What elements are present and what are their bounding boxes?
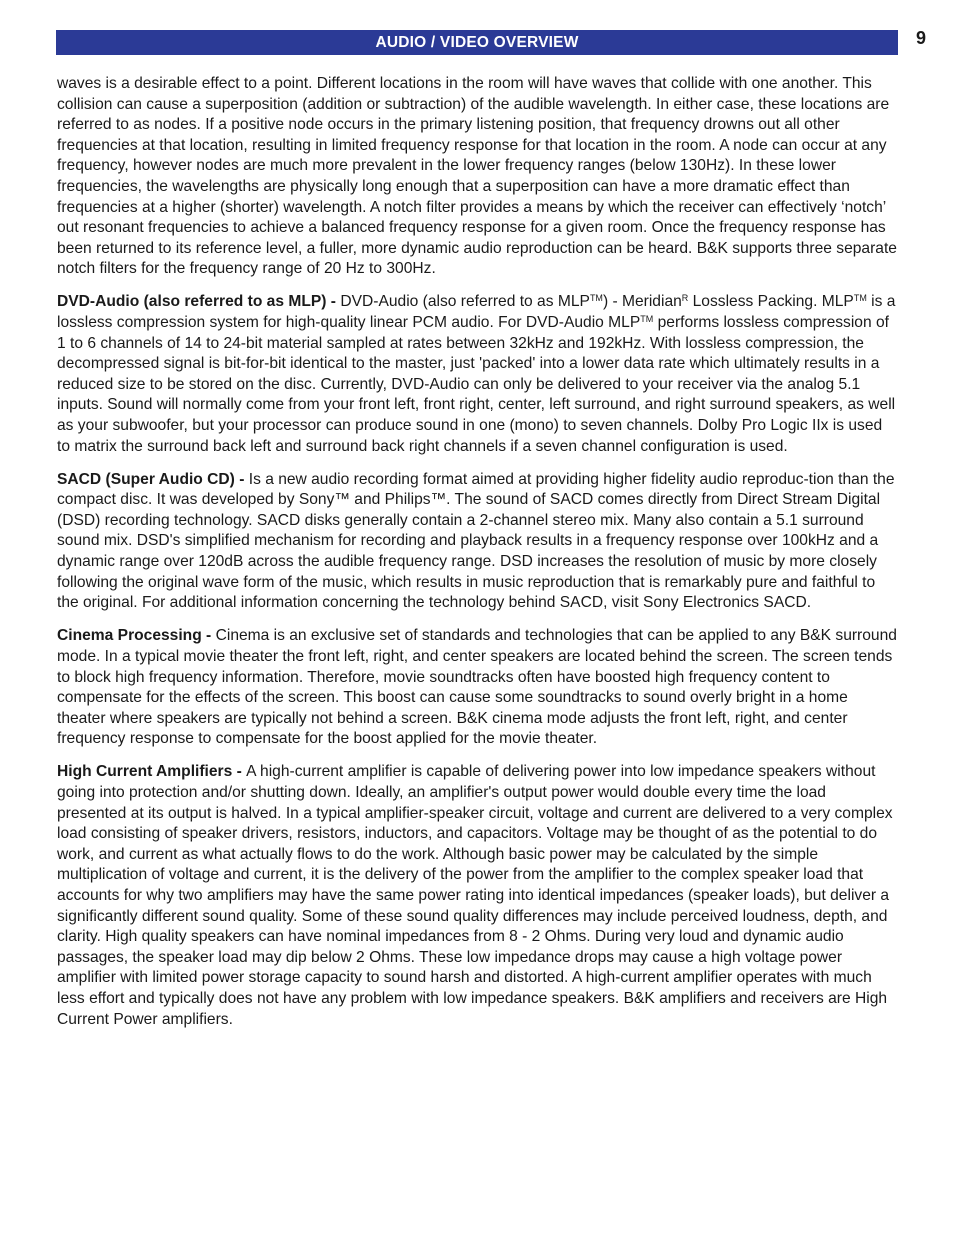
section-title: AUDIO / VIDEO OVERVIEW — [375, 33, 579, 51]
body-text — [57, 74, 899, 1043]
paragraph-text: ) - Meridian — [602, 293, 682, 311]
paragraph-text: DVD-Audio (also referred to as MLP — [340, 293, 590, 311]
registered-mark: R — [681, 293, 689, 304]
trademark-mark: TM — [640, 314, 654, 325]
term-sacd: SACD (Super Audio CD) - — [57, 470, 249, 488]
paragraph-text: Is a new audio recording format aimed at providing higher fidelity audio reproduc-tion than the compact disc. It was developed by Sony™ and Philips™. The sound of SACD comes directly from Direct Stream Digital (DSD) recording technology. SACD disks generally contain a 2-channel stereo mix. Many also contain a 5.1 surround sound mix. DSD's simplified mechanism for recording and playback results in a frequency response over 100kHz and a dynamic range over 120dB across the audible frequency range. DSD increases the resolution of music by more closely following the original wave form of the music, which results in music reproduction that is remarkably pure and faithful to the original. For additional information concerning the technology behind SACD, visit Sony Electronics SACD. — [57, 470, 895, 612]
paragraph-text: waves is a desirable effect to a point. Different locations in the room will have waves that collide with one another. This collision can cause a superposition (addition or subtraction) of the audible wavelength. In either case, these locations are referred to as nodes. If a positive node occurs in the primary listening position, that frequency drowns out all other frequencies at that location, resulting in limited frequency response for that location in the room. A node can occur at any frequency, however nodes are much more prevalent in the lower frequency ranges (below 130Hz). In these lower frequencies, the wavelengths are physically long enough that a superposition can have a more dramatic effect than frequencies at a higher (shorter) wavelength. A notch filter provides a means by which the receiver can effectively ‘notch’ out resonant frequencies to achieve a balanced frequency response for a given room. Once the frequency response has been returned to its reference level, a fuller, more dynamic audio reproduction can be heard. B&K supports three separate notch filters for the frequency range of 20 Hz to 300Hz. — [57, 75, 897, 278]
paragraph-notch-filter — [57, 74, 899, 280]
paragraph-sacd — [57, 470, 899, 614]
trademark-mark: TM — [589, 293, 603, 304]
term-dvd-audio: DVD-Audio (also referred to as MLP) - — [57, 293, 341, 311]
page-number: 9 — [916, 28, 927, 48]
paragraph-cinema-processing — [57, 626, 899, 750]
section-header-bar — [56, 30, 898, 55]
term-high-current-amplifiers: High Current Amplifiers - — [57, 763, 247, 781]
paragraph-dvd-audio — [57, 292, 899, 457]
paragraph-text: is a lossless compression system for high-quality linear PCM audio. For DVD-Audio MLP — [57, 293, 896, 332]
paragraph-text: Cinema is an exclusive set of standards and technologies that can be applied to any B&K surround mode. In a typical movie theater the front left, right, and center speakers are located behind the screen. The screen tends to block high frequency information. Therefore, movie soundtracks often have boosted high frequency content to compensate for the effects of the screen. This boost can cause some soundtracks to sound overly bright in a home theater where speakers are typically not behind a screen. B&K cinema mode adjusts the front left, right, and center frequency response to compensate for the boost applied for the movie theater. — [57, 627, 897, 748]
trademark-mark: TM — [853, 293, 867, 304]
paragraph-text: performs lossless compression of 1 to 6 channels of 14 to 24-bit material sampled at rates between 32kHz and 192kHz. With lossless compression, the decompressed signal is bit-for-bit identical to the master, just 'packed' into a lower data rate which ultimately results in a reduced size to be stored on the disc. Currently, DVD-Audio can only be delivered to your receiver via the analog 5.1 inputs. Sound will normally come from your front left, front right, center, left surround, and right surround speakers, as well as your subwoofer, but your processor can produce sound in one (mono) to seven channels. Dolby Pro Logic IIx is used to matrix the surround back left and surround back right channels if a seven channel configuration is used. — [57, 314, 896, 455]
term-cinema-processing: Cinema Processing - — [57, 627, 216, 645]
paragraph-text: A high-current amplifier is capable of delivering power into low impedance speakers without going into protection and/or shutting down. Ideally, an amplifier's output power would double every time the load presented at its output is halved. In a typical amplifier-speaker circuit, voltage and current are delivered to a very complex load consisting of speaker drivers, resistors, inductors, and capacitors. Voltage may be thought of as the potential to do work, and current as what actually flows to do the work. Although basic power may be calculated by the simple multiplication of voltage and current, it is the delivery of the power from the amplifier to the complex speaker load that accounts for why two amplifiers may have the same power rating into identical impedances (speaker loads), but deliver a significantly different sound quality. Some of these sound quality differences may include perceived loudness, depth, and clarity. High quality speakers can have nominal impedances from 8 - 2 Ohms. During very loud and dynamic audio passages, the speaker load may dip below 2 Ohms. These low impedance drops may cause a high voltage power amplifier with limited power storage capacity to sound harsh and distorted. A high-current amplifier operates with much less effort and typically does not have any problem with low impedance speakers. B&K amplifiers and receivers are High Current Power amplifiers. — [57, 763, 893, 1028]
paragraph-high-current-amplifiers — [57, 762, 899, 1030]
paragraph-text: Lossless Packing. MLP — [688, 293, 854, 311]
